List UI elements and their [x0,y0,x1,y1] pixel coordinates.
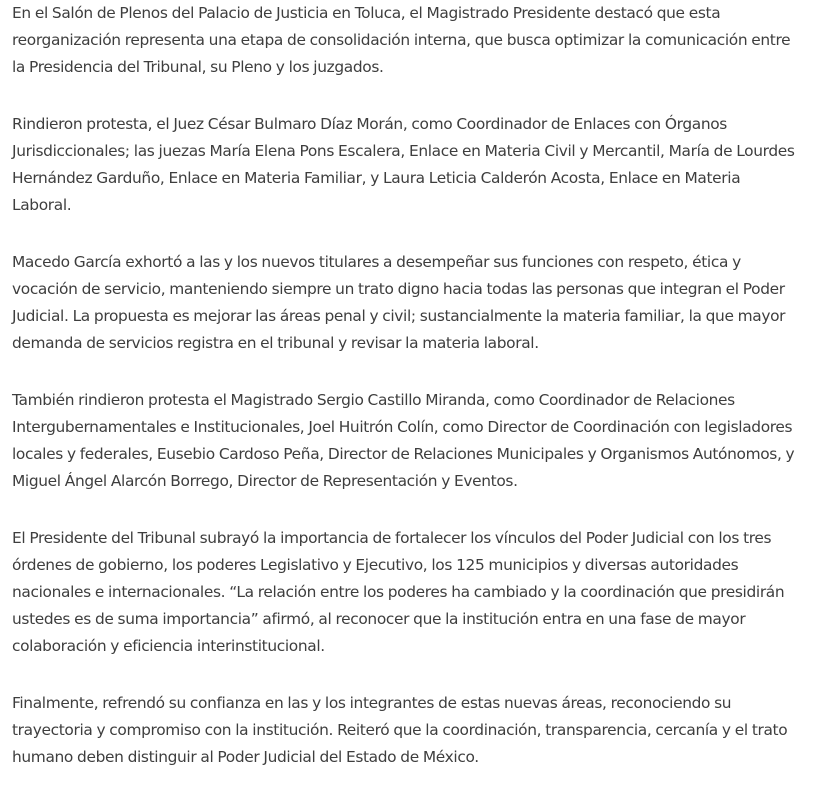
paragraph-protesta-enlaces: Rindieron protesta, el Juez César Bulmaro Díaz Morán, como Coordinador de Enlaces con Órganos Jurisdiccionales; las juezas María Elena Pons Escalera, Enlace en Materia Civil y Mercantil, María de Lourdes Hernández Garduño, Enlace en Materia Familiar, y Laura Leticia Calderón Acosta, Enlace en Materia Laboral. [12,115,795,214]
paragraph-exhortacion: Macedo García exhortó a las y los nuevos titulares a desempeñar sus funciones con respeto, ética y vocación de servicio, manteniendo siempre un trato digno hacia todas las personas que integran el Poder Judicial. La propuesta es mejorar las áreas penal y civil; sustancialmente la materia familiar, la que mayor demanda de servicios registra en el tribunal y revisar la materia laboral. [12,253,786,352]
paragraph-protesta-coordinadores: También rindieron protesta el Magistrado Sergio Castillo Miranda, como Coordinador de Relaciones Intergubernamentales e Institucionales, Joel Huitrón Colín, como Director de Coordinación con legisladores locales y federales, Eusebio Cardoso Peña, Director de Relaciones Municipales y Organismos Autónomos, y Miguel Ángel Alarcón Borrego, Director de Representación y Eventos. [12,391,795,490]
paragraph-vinculos: El Presidente del Tribunal subrayó la importancia de fortalecer los vínculos del Poder Judicial con los tres órdenes de gobierno, los poderes Legislativo y Ejecutivo, los 125 municipios y diversas autoridades nacionales e internacionales. “La relación entre los poderes ha cambiado y la coordinación que presidirán ustedes es de suma importancia” afirmó, al reconocer que la institución entra en una fase de mayor colaboración y eficiencia interinstitucional. [12,529,785,655]
paragraph-conclusion: Finalmente, refrendó su confianza en las y los integrantes de estas nuevas áreas, reconociendo su trayectoria y compromiso con la institución. Reiteró que la coordinación, transparencia, cercanía y el trato humano deben distinguir al Poder Judicial del Estado de México. [12,694,788,766]
article-body [12,0,802,801]
paragraph-intro: En el Salón de Plenos del Palacio de Justicia en Toluca, el Magistrado Presidente destacó que esta reorganización representa una etapa de consolidación interna, que busca optimizar la comunicación entre la Presidencia del Tribunal, su Pleno y los juzgados. [12,4,791,76]
